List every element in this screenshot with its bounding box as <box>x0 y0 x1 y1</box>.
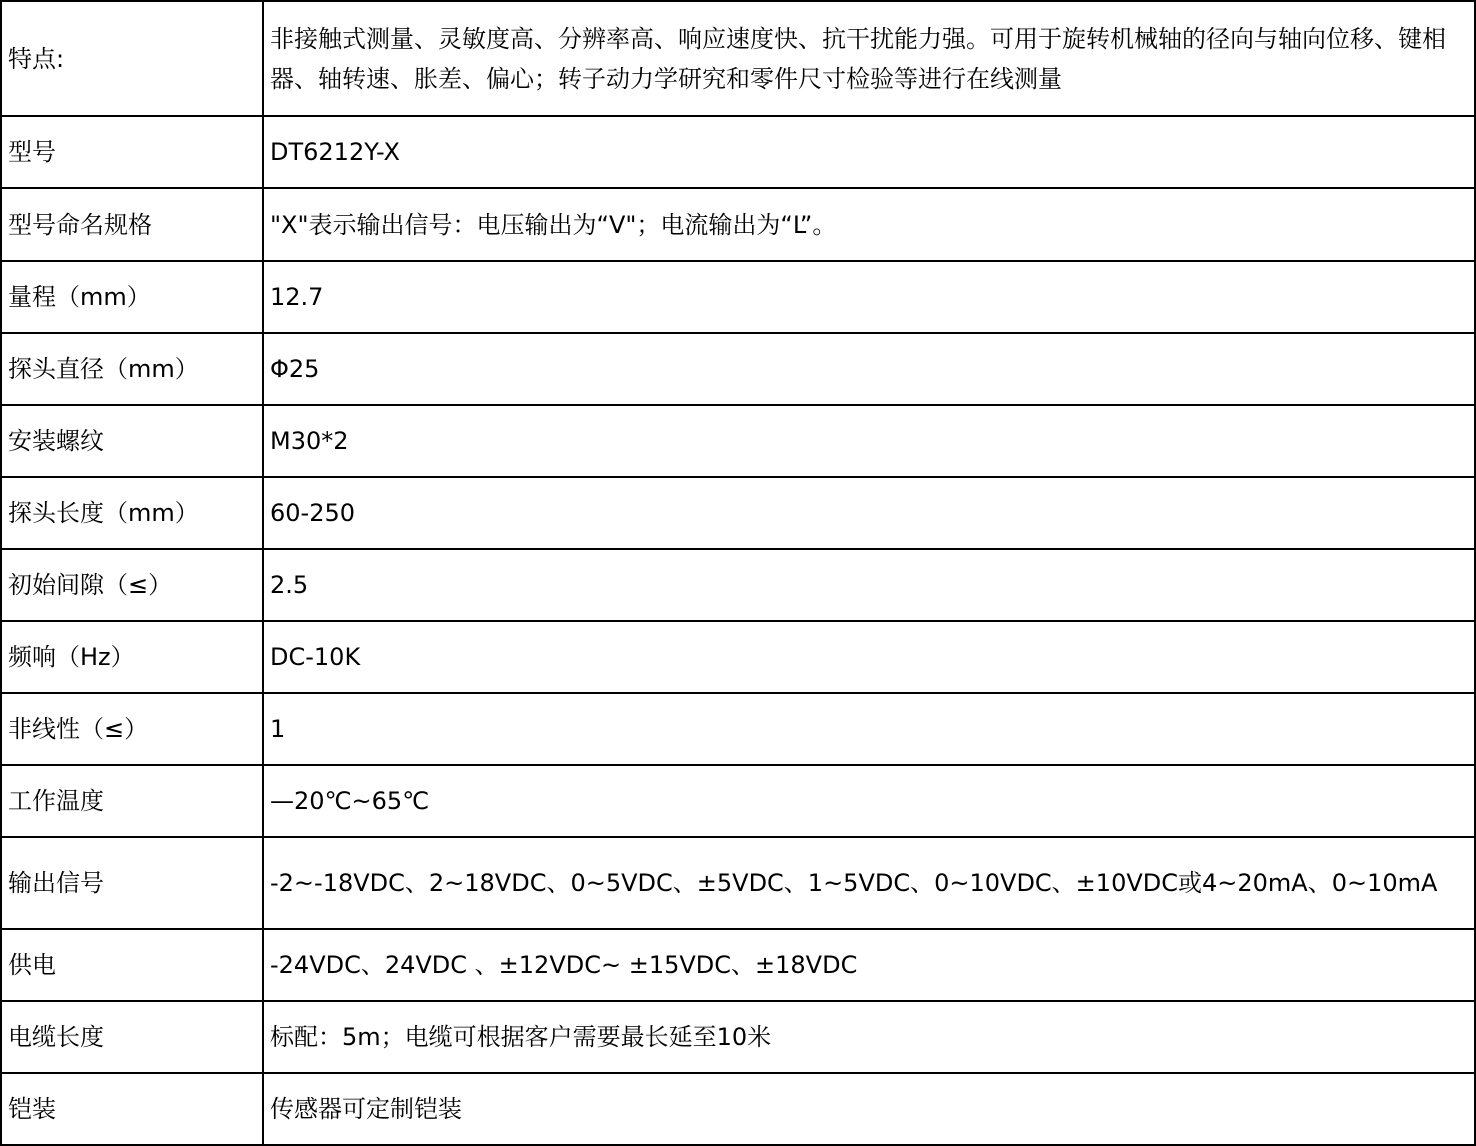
row-model <box>1 116 1475 188</box>
row-label: 探头长度（mm） <box>1 477 263 549</box>
row-label: 型号 <box>1 116 263 188</box>
row-value: Φ25 <box>263 333 1475 405</box>
row-armor <box>1 1073 1475 1145</box>
row-initial-gap <box>1 549 1475 621</box>
row-label: 量程（mm） <box>1 261 263 333</box>
row-nonlinearity <box>1 693 1475 765</box>
row-output-signal <box>1 837 1475 929</box>
row-value: 12.7 <box>263 261 1475 333</box>
row-value: 非接触式测量、灵敏度高、分辨率高、响应速度快、抗干扰能力强。可用于旋转机械轴的径向与轴向位移、键相器、轴转速、胀差、偏心；转子动力学研究和零件尺寸检验等进行在线测量 <box>263 1 1475 116</box>
row-value: "X"表示输出信号：电压输出为“V"；电流输出为“L”。 <box>263 188 1475 261</box>
row-label: 输出信号 <box>1 837 263 929</box>
row-operating-temperature <box>1 765 1475 837</box>
row-features <box>1 1 1475 116</box>
row-power-supply <box>1 929 1475 1001</box>
row-probe-diameter <box>1 333 1475 405</box>
row-label: 安装螺纹 <box>1 405 263 477</box>
row-label: 铠装 <box>1 1073 263 1145</box>
row-model-naming <box>1 188 1475 261</box>
row-value: DC-10K <box>263 621 1475 693</box>
row-value: -24VDC、24VDC 、±12VDC~ ±15VDC、±18VDC <box>263 929 1475 1001</box>
row-value: 60-250 <box>263 477 1475 549</box>
row-value: 2.5 <box>263 549 1475 621</box>
row-label: 电缆长度 <box>1 1001 263 1073</box>
row-label: 特点: <box>1 1 263 116</box>
row-value: DT6212Y-X <box>263 116 1475 188</box>
row-probe-length <box>1 477 1475 549</box>
row-value: -2~-18VDC、2~18VDC、0~5VDC、±5VDC、1~5VDC、0~10VDC、±10VDC或4~20mA、0~10mA <box>263 837 1475 929</box>
row-value: M30*2 <box>263 405 1475 477</box>
row-value: —20℃~65℃ <box>263 765 1475 837</box>
row-label: 非线性（≤） <box>1 693 263 765</box>
row-label: 型号命名规格 <box>1 188 263 261</box>
row-cable-length <box>1 1001 1475 1073</box>
row-label: 供电 <box>1 929 263 1001</box>
row-value: 标配：5m；电缆可根据客户需要最长延至10米 <box>263 1001 1475 1073</box>
row-label: 探头直径（mm） <box>1 333 263 405</box>
row-value: 1 <box>263 693 1475 765</box>
row-label: 初始间隙（≤） <box>1 549 263 621</box>
row-frequency-response <box>1 621 1475 693</box>
row-label: 频响（Hz） <box>1 621 263 693</box>
row-label: 工作温度 <box>1 765 263 837</box>
row-value: 传感器可定制铠装 <box>263 1073 1475 1145</box>
row-mount-thread <box>1 405 1475 477</box>
row-range <box>1 261 1475 333</box>
